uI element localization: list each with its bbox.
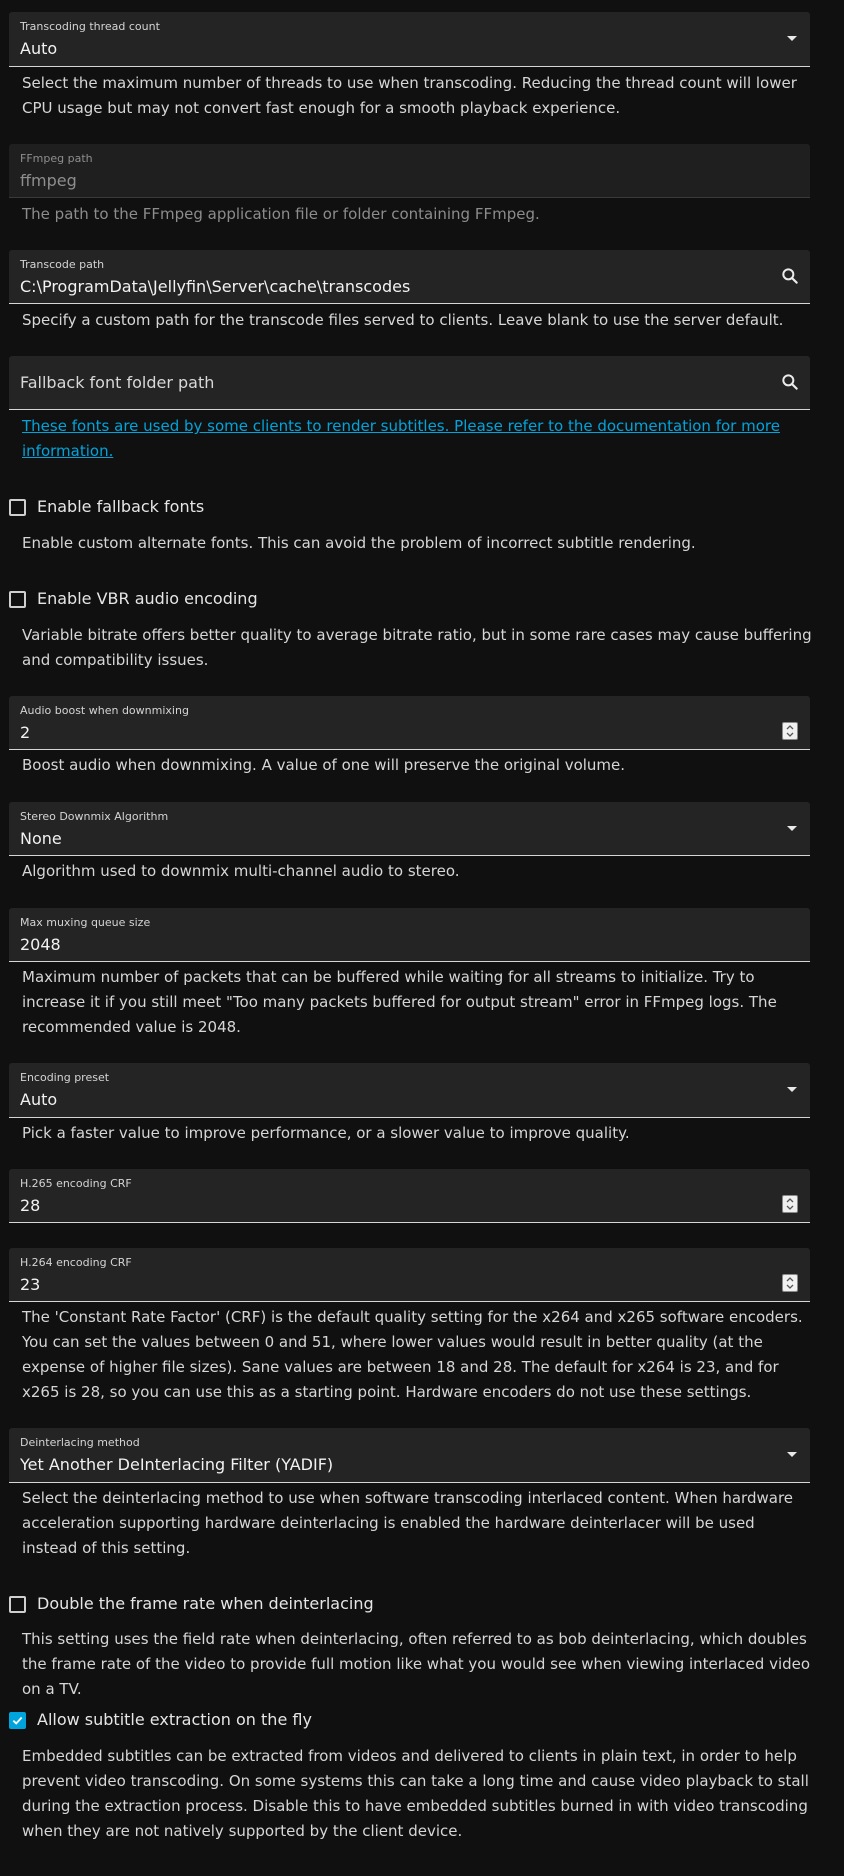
max-muxing-queue-input[interactable] [9,908,810,962]
encoding-preset-description: Pick a faster value to improve performance, or a slower value to improve quality. [22,1124,630,1142]
h264-crf-label: H.264 encoding CRF [20,1256,132,1269]
transcode-path-value: C:\ProgramData\Jellyfin\Server\cache\transcodes [20,277,411,296]
stereo-downmix-description: Algorithm used to downmix multi-channel audio to stereo. [22,862,460,880]
enable-vbr-audio-label: Enable VBR audio encoding [37,589,258,608]
ffmpeg-path-description: The path to the FFmpeg application file or folder containing FFmpeg. [22,205,540,223]
transcoding-thread-count-value: Auto [20,39,58,58]
double-frame-rate-label: Double the frame rate when deinterlacing [37,1594,374,1613]
dropdown-arrow-icon [787,36,797,41]
deinterlacing-method-description: Select the deinterlacing method to use when software transcoding interlaced content. When hardware acceleration supporting hardware deinterlacing is enabled the hardware deinterlacer will be used instead of this setting. [22,1489,794,1557]
number-spinner-icon[interactable] [782,722,798,740]
checkbox-icon[interactable] [9,499,26,516]
stereo-downmix-select[interactable] [9,802,810,856]
fallback-font-path-placeholder: Fallback font folder path [20,373,215,392]
enable-fallback-fonts-description: Enable custom alternate fonts. This can avoid the problem of incorrect subtitle rendering. [22,534,696,552]
transcoding-thread-count-description: Select the maximum number of threads to use when transcoding. Reducing the thread count will lower CPU usage but may not convert fast enough for a smooth playback experience. [22,74,797,117]
audio-boost-description: Boost audio when downmixing. A value of one will preserve the original volume. [22,756,626,774]
enable-fallback-fonts-label: Enable fallback fonts [37,497,205,516]
number-spinner-icon[interactable] [782,1274,798,1292]
h265-crf-value: 28 [20,1196,41,1215]
h264-crf-value: 23 [20,1275,41,1294]
h265-crf-input[interactable] [9,1169,810,1223]
subtitle-extraction-label: Allow subtitle extraction on the fly [37,1710,312,1729]
subtitle-extraction-checkbox[interactable] [9,1708,509,1732]
checkbox-icon[interactable] [9,591,26,608]
audio-boost-input[interactable] [9,696,810,750]
audio-boost-label: Audio boost when downmixing [20,704,189,717]
deinterlacing-method-select[interactable] [9,1428,810,1483]
fallback-font-path-input[interactable] [9,356,810,410]
encoding-preset-select[interactable] [9,1063,810,1118]
enable-fallback-fonts-checkbox[interactable] [9,495,509,519]
stereo-downmix-value: None [20,829,62,848]
ffmpeg-path-label: FFmpeg path [20,152,93,165]
number-spinner-icon[interactable] [782,1195,798,1213]
transcoding-thread-count-label: Transcoding thread count [20,20,160,33]
search-icon[interactable] [780,266,800,286]
enable-vbr-audio-description: Variable bitrate offers better quality to average bitrate ratio, but in some rare cases may cause buffering and compatibility issues. [22,626,812,669]
h264-crf-input[interactable] [9,1248,810,1302]
encoding-preset-value: Auto [20,1090,58,1109]
dropdown-arrow-icon [787,826,797,831]
transcoding-thread-count-select[interactable] [9,12,810,67]
double-frame-rate-checkbox[interactable] [9,1592,509,1616]
double-frame-rate-description: This setting uses the field rate when deinterlacing, often referred to as bob deinterlacing, which doubles the frame rate of the video to provide full motion like what you would see when viewing interlaced video on a TV. [22,1630,811,1698]
max-muxing-queue-label: Max muxing queue size [20,916,151,929]
enable-vbr-audio-checkbox[interactable] [9,587,509,611]
search-icon[interactable] [780,372,800,392]
encoding-preset-label: Encoding preset [20,1071,110,1084]
stereo-downmix-label: Stereo Downmix Algorithm [20,810,169,823]
checkbox-checked-icon[interactable] [9,1712,26,1729]
audio-boost-value: 2 [20,723,31,742]
h265-crf-label: H.265 encoding CRF [20,1177,132,1190]
max-muxing-queue-value: 2048 [20,935,61,954]
transcode-path-description: Specify a custom path for the transcode files served to clients. Leave blank to use the server default. [22,311,784,329]
checkbox-icon[interactable] [9,1596,26,1613]
max-muxing-queue-description: Maximum number of packets that can be buffered while waiting for all streams to initialize. Try to increase it if you still meet "Too many packets buffered for output stream" error in FFmpeg logs. The recommended value is 2048. [22,968,777,1036]
dropdown-arrow-icon [787,1087,797,1092]
deinterlacing-method-value: Yet Another DeInterlacing Filter (YADIF) [20,1455,334,1474]
transcode-path-label: Transcode path [20,258,105,271]
ffmpeg-path-field [9,144,810,198]
transcode-path-input[interactable] [9,250,810,304]
subtitle-extraction-description: Embedded subtitles can be extracted from videos and delivered to clients in plain text, in order to help prevent video transcoding. On some systems this can take a long time and cause video playback to stall during the extraction process. Disable this to have embedded subtitles burned in with video transcoding when they are not natively supported by the client device. [22,1747,809,1840]
deinterlacing-method-label: Deinterlacing method [20,1436,140,1449]
fallback-font-documentation-link[interactable]: These fonts are used by some clients to render subtitles. Please refer to the documentation for more information. [22,417,780,460]
ffmpeg-path-value: ffmpeg [20,171,77,190]
dropdown-arrow-icon [787,1452,797,1457]
crf-description: The 'Constant Rate Factor' (CRF) is the default quality setting for the x264 and x265 software encoders. You can set the values between 0 and 51, where lower values would result in better quality (at the expense of higher file sizes). Sane values are between 18 and 28. The default for x264 is 23, and for x265 is 28, so you can use this as a starting point. Hardware encoders do not use these settings. [22,1308,803,1401]
